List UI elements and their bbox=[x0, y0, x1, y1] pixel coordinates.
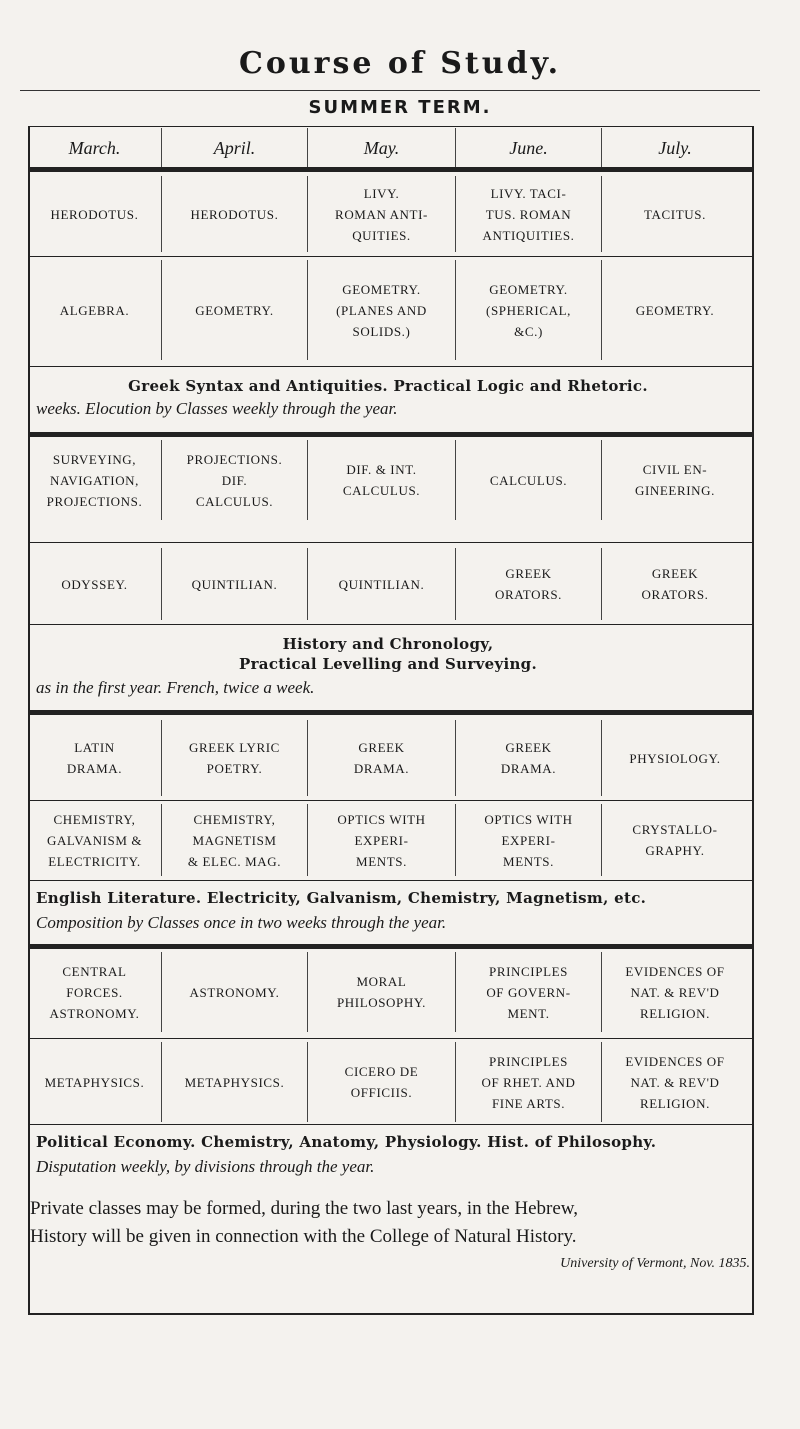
course-cell: GEOMETRY. (PLANES AND SOLIDS.) bbox=[308, 260, 456, 360]
section-note: weeks. Elocution by Classes weekly through the year. bbox=[36, 399, 398, 418]
title-rule bbox=[20, 90, 760, 91]
course-cell: HERODOTUS. bbox=[28, 176, 162, 252]
footer-line: Private classes may be formed, during the two last years, in the Hebrew, bbox=[30, 1198, 579, 1219]
course-cell: GREEK DRAMA. bbox=[456, 720, 602, 796]
row-rule bbox=[28, 542, 752, 543]
table-row bbox=[28, 440, 748, 520]
row-rule bbox=[28, 624, 752, 625]
course-cell: PROJECTIONS. DIF. CALCULUS. bbox=[162, 440, 308, 520]
section-rule bbox=[28, 710, 752, 715]
section-rule bbox=[28, 432, 752, 437]
course-cell: ASTRONOMY. bbox=[162, 952, 308, 1032]
month-header: May. bbox=[308, 128, 456, 168]
course-cell: CENTRAL FORCES. ASTRONOMY. bbox=[28, 952, 162, 1032]
footer-line: History will be given in connection with the College of Natural History. bbox=[30, 1226, 577, 1247]
section-note: Greek Syntax and Antiquities. Practical Logic and Rhetoric. bbox=[128, 377, 648, 395]
month-header: June. bbox=[456, 128, 602, 168]
course-cell: TACITUS. bbox=[644, 206, 706, 222]
course-cell: LATIN DRAMA. bbox=[28, 720, 162, 796]
course-cell: GREEK ORATORS. bbox=[456, 548, 602, 620]
course-cell: EVIDENCES OF NAT. & REV'D RELIGION. bbox=[625, 1053, 725, 1111]
course-cell: PHYSIOLOGY. bbox=[629, 750, 721, 766]
table-row bbox=[28, 804, 748, 876]
course-cell: GREEK LYRIC POETRY. bbox=[162, 720, 308, 796]
section-note: English Literature. Electricity, Galvanism, Chemistry, Magnetism, etc. bbox=[36, 889, 647, 907]
course-cell: CICERO DE OFFICIIS. bbox=[308, 1042, 456, 1122]
course-cell: HERODOTUS. bbox=[162, 176, 308, 252]
course-cell: PRINCIPLES OF RHET. AND FINE ARTS. bbox=[456, 1042, 602, 1122]
table-row bbox=[28, 952, 748, 1032]
table-row bbox=[28, 1042, 748, 1122]
table-row bbox=[28, 720, 748, 796]
course-cell: GEOMETRY. bbox=[635, 302, 715, 318]
header-rule bbox=[28, 167, 752, 172]
table-row bbox=[28, 260, 748, 360]
course-cell: GEOMETRY. (SPHERICAL, &C.) bbox=[456, 260, 602, 360]
course-cell: OPTICS WITH EXPERI- MENTS. bbox=[308, 804, 456, 876]
month-header: March. bbox=[28, 128, 162, 168]
section-rule bbox=[28, 944, 752, 949]
section-note: Political Economy. Chemistry, Anatomy, Physiology. Hist. of Philosophy. bbox=[36, 1133, 657, 1151]
section-note: Composition by Classes once in two weeks through the year. bbox=[36, 913, 447, 932]
course-cell: CALCULUS. bbox=[456, 440, 602, 520]
course-cell: CHEMISTRY, MAGNETISM & ELEC. MAG. bbox=[162, 804, 308, 876]
course-cell: GREEK DRAMA. bbox=[308, 720, 456, 796]
course-cell: EVIDENCES OF NAT. & REV'D RELIGION. bbox=[625, 963, 725, 1021]
table-row bbox=[28, 176, 748, 252]
course-cell: DIF. & INT. CALCULUS. bbox=[308, 440, 456, 520]
section-note: as in the first year. French, twice a week. bbox=[36, 678, 315, 697]
course-cell: MORAL PHILOSOPHY. bbox=[308, 952, 456, 1032]
month-header: April. bbox=[162, 128, 308, 168]
month-header-row bbox=[28, 128, 748, 168]
row-rule bbox=[28, 1124, 752, 1125]
course-cell: ALGEBRA. bbox=[28, 260, 162, 360]
course-cell: ODYSSEY. bbox=[28, 548, 162, 620]
section-note: History and Chronology, Practical Levelling and Surveying. bbox=[239, 635, 537, 673]
row-rule bbox=[28, 256, 752, 257]
footnote: University of Vermont, Nov. 1835. bbox=[560, 1256, 750, 1271]
course-cell: METAPHYSICS. bbox=[28, 1042, 162, 1122]
course-cell: CRYSTALLO- GRAPHY. bbox=[632, 822, 718, 858]
table-row bbox=[28, 548, 748, 620]
course-cell: QUINTILIAN. bbox=[308, 548, 456, 620]
section-note: Disputation weekly, by divisions through the year. bbox=[36, 1157, 375, 1176]
term-heading: SUMMER TERM. bbox=[308, 97, 492, 118]
course-cell: CIVIL EN- GINEERING. bbox=[634, 462, 715, 498]
course-cell: OPTICS WITH EXPERI- MENTS. bbox=[456, 804, 602, 876]
row-rule bbox=[28, 800, 752, 801]
course-cell: METAPHYSICS. bbox=[162, 1042, 308, 1122]
course-cell: SURVEYING, NAVIGATION, PROJECTIONS. bbox=[28, 440, 162, 520]
row-rule bbox=[28, 1038, 752, 1039]
course-cell: GREEK ORATORS. bbox=[641, 566, 709, 602]
row-rule bbox=[28, 366, 752, 367]
row-rule bbox=[28, 880, 752, 881]
course-cell: GEOMETRY. bbox=[162, 260, 308, 360]
month-header: July. bbox=[658, 137, 692, 158]
course-cell: QUINTILIAN. bbox=[162, 548, 308, 620]
course-cell: LIVY. TACI- TUS. ROMAN ANTIQUITIES. bbox=[456, 176, 602, 252]
course-cell: PRINCIPLES OF GOVERN- MENT. bbox=[456, 952, 602, 1032]
course-cell: LIVY. ROMAN ANTI- QUITIES. bbox=[308, 176, 456, 252]
page-title: Course of Study. bbox=[238, 46, 562, 81]
course-cell: CHEMISTRY, GALVANISM & ELECTRICITY. bbox=[28, 804, 162, 876]
